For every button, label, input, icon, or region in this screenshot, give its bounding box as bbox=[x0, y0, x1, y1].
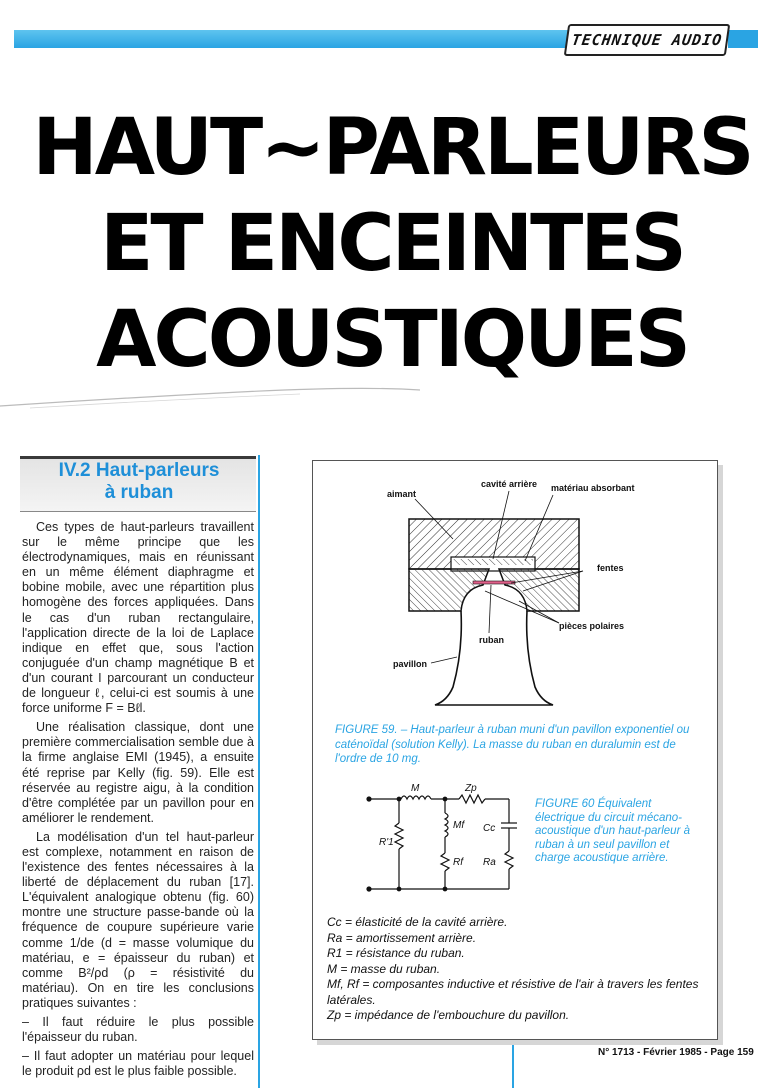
label-absorbent-material: matériau absorbant bbox=[551, 483, 635, 493]
legend-mf: Mf, Rf = composantes inductive et résistive de l'air à travers les fentes latérales. bbox=[327, 977, 699, 1007]
label-R1: R'1 bbox=[379, 837, 394, 848]
pole-piece-left bbox=[409, 569, 489, 611]
absorbent-material bbox=[453, 559, 533, 565]
legend-ra: Ra = amortissement arrière. bbox=[327, 930, 477, 945]
label-Rf: Rf bbox=[453, 857, 463, 868]
paragraph-2: Une réalisation classique, dont une première commercialisation semble due à la firme anglaise EMI (1945), a ensuite été reprise par Kelly (fig. 59). Elle est réservée au registre aigu, à la condition d'être complétée par un pavillon pour en améliorer le rendement. bbox=[22, 720, 254, 825]
resistor-R1 bbox=[395, 823, 403, 849]
resistor-Rf bbox=[441, 853, 449, 871]
label-ribbon: ruban bbox=[479, 635, 505, 645]
paragraph-3: La modélisation d'un tel haut-parleur est complexe, notamment en raison de l'existence des fentes nécessaires à la liberté de déplacement du ruban [17]. L'équivalent analogique obtenu (fig. 60) montre une structure passe-bande où la fréquence de coupure supérieure varie comme 1/de (d = masse volumique du matériau, e = épaisseur du ruban) et comme B²/ρd (ρ = résistivité du matériau). On en tire les conclusions pratiques suivantes : bbox=[22, 829, 254, 1010]
conclusion-item-2: – Il faut adopter un matériau pour lequel le produit ρd est le plus faible possible. bbox=[22, 1049, 254, 1079]
figure-59-caption: FIGURE 59. – Haut-parleur à ruban muni d'un pavillon exponentiel ou caténoïdal (solution Kelly). La masse du ruban en duralumin est de l'ordre de 10 mg. bbox=[335, 724, 690, 765]
resistor-Ra bbox=[505, 851, 513, 869]
inductor-Mf bbox=[445, 813, 448, 837]
section-title-line-1: IV.2 Haut-parleurs bbox=[58, 460, 220, 481]
ribbon-element bbox=[473, 581, 515, 584]
conclusion-item-1: – Il faut réduire le plus possible l'épaisseur du ruban. bbox=[22, 1015, 254, 1045]
legend-zp: Zp = impédance de l'embouchure du pavillon. bbox=[327, 1008, 570, 1022]
pole-piece-right bbox=[499, 569, 579, 611]
label-magnet: aimant bbox=[387, 489, 417, 499]
paragraph-1: Ces types de haut-parleurs travaillent sur le même principe que les électrodynamiques, mais en réunissant en un même élément diaphragme et bobine mobile, avec une répartition plus homogène des forces appliquées. Dans le cas d'un ruban rectangulaire, l'application directe de la loi de Laplace indique en effet que, sous l'action conjuguée d'un champ magnétique B et d'un courant I parcourant un conducteur de longueur ℓ, celui-ci est soumis à une force uniforme F = Bℓl. bbox=[22, 520, 254, 716]
ribbon-speaker-drawing bbox=[387, 479, 635, 705]
title-line-3: ACOUSTIQUES bbox=[96, 295, 688, 385]
page-footer: N° 1713 - Février 1985 - Page 159 bbox=[598, 1047, 754, 1058]
title-line-1: HAUT~PARLEURS bbox=[32, 103, 752, 193]
page-title bbox=[0, 100, 784, 388]
inductor-M bbox=[401, 796, 431, 799]
symbol-legend bbox=[327, 915, 707, 1024]
label-Cc: Cc bbox=[483, 823, 496, 834]
label-Mf: Mf bbox=[453, 820, 465, 831]
label-Ra: Ra bbox=[483, 857, 496, 868]
legend-m: M = masse du ruban. bbox=[327, 961, 441, 976]
label-rear-cavity: cavité arrière bbox=[481, 479, 538, 489]
title-swoosh bbox=[0, 386, 420, 416]
label-horn: pavillon bbox=[393, 659, 428, 669]
label-Zp: Zp bbox=[465, 783, 477, 794]
section-title-line-2: à ruban bbox=[104, 482, 174, 503]
label-pole-pieces: pièces polaires bbox=[559, 621, 625, 631]
column-rule-left bbox=[258, 455, 260, 1088]
legend-cc: Cc = élasticité de la cavité arrière. bbox=[327, 915, 508, 929]
figure-panel bbox=[312, 460, 718, 1040]
section-title bbox=[22, 460, 256, 504]
figure-60-caption: FIGURE 60 Équivalent électrique du circuit mécano-acoustique d'un haut-parleur à ruban à un seul pavillon et charge acoustique arrière. bbox=[535, 798, 690, 865]
label-M: M bbox=[411, 783, 420, 794]
rubric-label: TECHNIQUE AUDIO bbox=[564, 24, 730, 56]
header-color-band-end bbox=[728, 30, 758, 48]
header-color-band bbox=[14, 30, 570, 48]
legend-r1: R1 = résistance du ruban. bbox=[327, 946, 465, 960]
title-line-2: ET ENCEINTES bbox=[100, 199, 684, 289]
column-rule-bottom bbox=[512, 1038, 514, 1088]
label-slots: fentes bbox=[597, 563, 624, 573]
resistor-Zp bbox=[459, 795, 485, 803]
article-body bbox=[22, 520, 254, 1083]
